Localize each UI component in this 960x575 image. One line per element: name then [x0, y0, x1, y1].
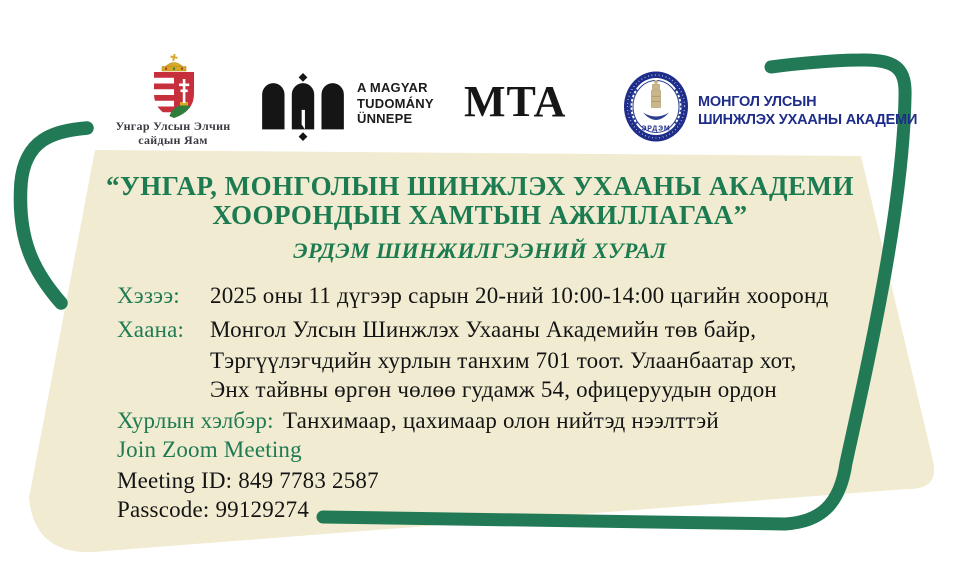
mongolian-academy-line1: МОНГОЛ УЛСЫН — [698, 94, 817, 110]
when-value: 2025 оны 11 дүгээр сарын 20-ний 10:00-14:00 цагийн хооронд — [210, 283, 829, 308]
when-label: Хэзээ: — [117, 283, 180, 308]
where-value-line1: Монгол Улсын Шинжлэх Ухааны Академийн төв байр, — [210, 317, 757, 342]
mongolian-academy-emblem-icon — [623, 70, 689, 143]
where-value-line3: Энх тайвны өргөн чөлөө гудамж 54, офицеруудын ордон — [210, 377, 777, 402]
emblem-text: ЭРДЭМ — [641, 125, 671, 133]
embassy-name-line2: сайдын Яам — [138, 133, 208, 147]
poster-subtitle: ЭРДЭМ ШИНЖИЛГЭЭНИЙ ХУРАЛ — [293, 238, 667, 263]
embassy-name — [98, 119, 248, 147]
hungarian-coat-of-arms-icon — [148, 54, 200, 122]
mta-logo: MTA — [464, 77, 567, 126]
poster-title-line2: ХООРОНДЫН ХАМТЫН АЖИЛЛАГАА” — [212, 200, 748, 230]
magyar-line2: TUDOMÁNY — [357, 95, 434, 111]
where-label: Хаана: — [117, 317, 185, 342]
crown-cross — [170, 54, 178, 62]
magyar-line3: ÜNNEPE — [357, 111, 413, 126]
where-value-line2: Тэргүүлэгчдийн хурлын танхим 701 тоот. Улаанбаатар хот, — [210, 348, 797, 373]
magyar-tudomany-arches-icon — [261, 71, 345, 143]
mongolian-academy-line2: ШИНЖЛЭХ УХААНЫ АКАДЕМИ — [698, 112, 918, 128]
embassy-name-line1: Унгар Улсын Элчин — [115, 119, 231, 133]
format-value: Танхимаар, цахимаар олон нийтэд нээлттэй — [283, 408, 719, 433]
format-label: Хурлын хэлбэр: — [117, 408, 274, 433]
passcode-text: Passcode: 99129274 — [117, 497, 310, 522]
magyar-tudomany-label — [357, 80, 434, 127]
zoom-join-text: Join Zoom Meeting — [117, 437, 302, 462]
meeting-id-text: Meeting ID: 849 7783 2587 — [117, 468, 379, 493]
magyar-line1: A MAGYAR — [357, 80, 428, 95]
mongolian-academy-name — [698, 93, 917, 129]
poster-title-line1: “УНГАР, МОНГОЛЫН ШИНЖЛЭХ УХААНЫ АКАДЕМИ — [105, 171, 855, 201]
